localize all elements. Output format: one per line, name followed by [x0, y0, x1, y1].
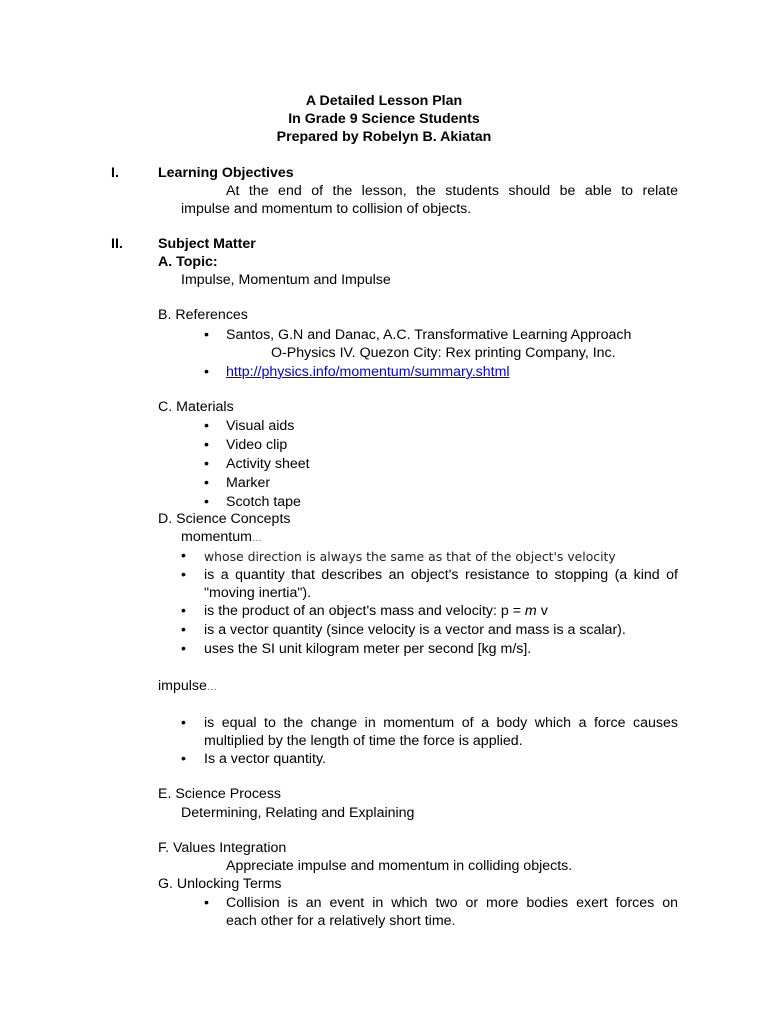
momentum-item-quantity-line-1: is a quantity that describes an object's resistance to stopping (a kind of — [204, 567, 678, 583]
momentum-formula-mass: m — [524, 603, 537, 619]
impulse-item-change-line-2: multiplied by the length of time the force is applied. — [204, 733, 523, 749]
science-process-value: Determining, Relating and Explaining — [181, 805, 415, 821]
bullet: • — [204, 364, 209, 380]
objectives-paragraph-line-2: impulse and momentum to collision of objects. — [181, 201, 472, 217]
momentum-item-direction: whose direction is always the same as that of the object's velocity — [204, 549, 616, 564]
bullet: • — [204, 475, 209, 491]
material-item-marker: Marker — [226, 475, 271, 491]
values-integration-value: Appreciate impulse and momentum in colliding objects. — [226, 858, 573, 874]
topic-value: Impulse, Momentum and Impulse — [181, 272, 391, 288]
momentum-item-si-unit: uses the SI unit kilogram meter per second [kg m/s]. — [204, 641, 532, 657]
topic-label: A. Topic: — [158, 254, 218, 270]
impulse-term — [158, 678, 217, 696]
bullet: • — [181, 622, 186, 638]
section-numeral-1: I. — [111, 165, 119, 181]
science-concepts-label: D. Science Concepts — [158, 511, 291, 527]
momentum-formula-text: is the product of an object's mass and velocity: p = — [204, 603, 525, 619]
references-label: B. References — [158, 307, 248, 323]
unlocking-terms-label: G. Unlocking Terms — [158, 876, 282, 892]
momentum-item-product — [204, 603, 548, 620]
momentum-ellipsis: … — [251, 533, 262, 544]
bullet: • — [181, 603, 186, 619]
material-item-scotch-tape: Scotch tape — [226, 494, 301, 510]
momentum-item-vector: is a vector quantity (since velocity is a vector and mass is a scalar). — [204, 622, 626, 638]
impulse-item-change-line-1: is equal to the change in momentum of a body which a force causes — [204, 715, 678, 731]
material-item-activity-sheet: Activity sheet — [226, 456, 310, 472]
materials-label: C. Materials — [158, 399, 234, 415]
impulse-ellipsis: … — [206, 682, 217, 693]
bullet: • — [204, 494, 209, 510]
reference-item-1-line-1: Santos, G.N and Danac, A.C. Transformative Learning Approach — [226, 327, 632, 343]
unlocking-term-collision-line-1: Collision is an event in which two or more bodies exert forces on — [226, 895, 678, 911]
bullet: • — [181, 548, 186, 564]
momentum-term — [181, 529, 262, 547]
objectives-paragraph-line-1: At the end of the lesson, the students should be able to relate — [226, 183, 678, 199]
bullet: • — [181, 567, 186, 583]
bullet: • — [204, 437, 209, 453]
impulse-item-vector: Is a vector quantity. — [204, 751, 326, 767]
impulse-term-text: impulse — [158, 678, 207, 694]
momentum-formula-velocity: v — [536, 603, 548, 619]
values-integration-label: F. Values Integration — [158, 840, 287, 856]
section-heading-subject-matter: Subject Matter — [158, 236, 256, 252]
section-numeral-2: II. — [111, 236, 123, 252]
material-item-video-clip: Video clip — [226, 437, 288, 453]
reference-link[interactable]: http://physics.info/momentum/summary.shtml — [226, 364, 510, 380]
section-heading-learning-objectives: Learning Objectives — [158, 165, 294, 181]
bullet: • — [204, 895, 209, 911]
momentum-item-quantity-line-2: "moving inertia"). — [204, 585, 312, 601]
bullet: • — [181, 641, 186, 657]
material-item-visual-aids: Visual aids — [226, 418, 295, 434]
document-subtitle: In Grade 9 Science Students — [288, 111, 480, 127]
bullet: • — [181, 751, 186, 767]
document-title: A Detailed Lesson Plan — [305, 93, 463, 109]
unlocking-term-collision-line-2: each other for a relatively short time. — [226, 913, 456, 929]
document-author: Prepared by Robelyn B. Akiatan — [276, 129, 492, 145]
science-process-label: E. Science Process — [158, 786, 282, 802]
reference-item-1-line-2: O-Physics IV. Quezon City: Rex printing Company, Inc. — [271, 345, 616, 361]
bullet: • — [181, 715, 186, 731]
bullet: • — [204, 327, 209, 343]
bullet: • — [204, 456, 209, 472]
momentum-term-text: momentum — [181, 529, 252, 545]
bullet: • — [204, 418, 209, 434]
